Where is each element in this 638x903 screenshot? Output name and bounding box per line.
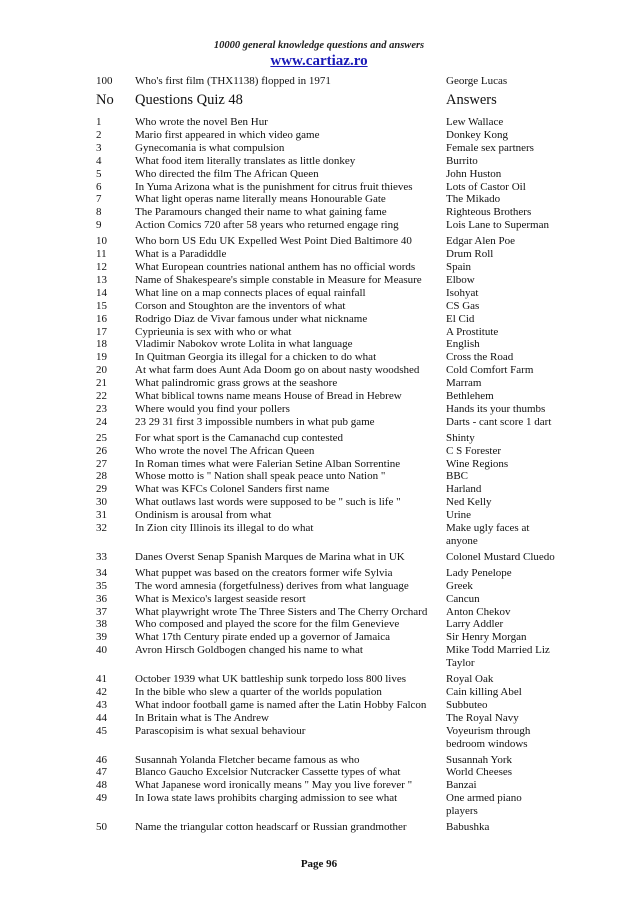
question-text: At what farm does Aunt Ada Doom go on about nasty woodshed xyxy=(135,364,420,377)
question-row xyxy=(96,403,556,416)
question-number: 6 xyxy=(96,180,102,193)
question-row xyxy=(96,261,556,274)
question-text: In Zion city Illinois its illegal to do what xyxy=(135,522,314,535)
answer-text: Subbuteo xyxy=(446,698,488,711)
question-list xyxy=(96,116,556,834)
question-number: 43 xyxy=(96,698,107,711)
answer-text: Donkey Kong xyxy=(446,128,509,141)
question-text: Who's first film (THX1138) flopped in 1971 xyxy=(135,75,331,87)
question-row xyxy=(96,313,556,326)
question-row xyxy=(96,779,556,792)
question-text: What Japanese word ironically means " May you live forever " xyxy=(135,779,413,792)
question-row xyxy=(96,712,556,725)
question-row xyxy=(96,116,556,129)
question-number: 42 xyxy=(96,685,107,698)
question-number: 39 xyxy=(96,631,107,644)
question-number: 46 xyxy=(96,753,107,766)
question-number: 28 xyxy=(96,470,107,483)
question-number: 27 xyxy=(96,457,107,470)
question-text: The word amnesia (forgetfulness) derives from what language xyxy=(135,579,409,592)
answer-text: Mike Todd Married Liz Taylor xyxy=(446,644,550,670)
question-row xyxy=(96,458,556,471)
question-text: Whose motto is " Nation shall speak peace unto Nation " xyxy=(135,470,386,483)
question-number: 11 xyxy=(96,248,107,261)
question-number: 10 xyxy=(96,235,107,248)
question-number: 23 xyxy=(96,402,107,415)
question-row xyxy=(96,181,556,194)
question-number: 44 xyxy=(96,711,107,724)
question-text: In Iowa state laws prohibits charging admission to see what xyxy=(135,792,398,805)
question-text: The Paramours changed their name to what gaining fame xyxy=(135,206,387,219)
question-text: Who wrote the novel Ben Hur xyxy=(135,116,268,128)
answer-text: The Mikado xyxy=(446,193,501,206)
answer-text: Royal Oak xyxy=(446,673,494,686)
question-text: What 17th Century pirate ended up a governor of Jamaica xyxy=(135,631,391,644)
question-text: Danes Overst Senap Spanish Marques de Marina what in UK xyxy=(135,550,405,563)
question-row xyxy=(96,522,556,548)
answer-text: George Lucas xyxy=(446,75,508,87)
question-number: 12 xyxy=(96,260,107,273)
answer-text: Bethlehem xyxy=(446,390,494,403)
question-text: 23 29 31 first 3 impossible numbers in what pub game xyxy=(135,415,375,428)
page-number: Page 96 xyxy=(300,858,338,870)
question-row xyxy=(96,377,556,390)
question-row xyxy=(96,470,556,483)
question-number: 35 xyxy=(96,579,107,592)
question-number: 41 xyxy=(96,673,107,686)
question-number: 16 xyxy=(96,312,107,325)
answer-text: Ned Kelly xyxy=(446,496,492,509)
question-text: What biblical towns name means House of Bread in Hebrew xyxy=(135,390,402,403)
answer-text: Edgar Alen Poe xyxy=(446,235,516,248)
document-subtitle: 10000 general knowledge questions and answers xyxy=(213,40,425,51)
answer-text: One armed piano players xyxy=(446,792,522,818)
question-row xyxy=(96,219,556,232)
answer-text: The Royal Navy xyxy=(446,711,519,724)
question-number: 3 xyxy=(96,141,102,154)
question-number: 48 xyxy=(96,779,107,792)
answer-text: Colonel Mustard Cluedo xyxy=(446,550,555,563)
answer-text: Lois Lane to Superman xyxy=(446,219,549,232)
question-text: October 1939 what UK battleship sunk torpedo loss 800 lives xyxy=(135,673,406,686)
question-row xyxy=(96,193,556,206)
question-text: What food item literally translates as little donkey xyxy=(135,154,356,167)
question-text: What indoor football game is named after the Latin Hobby Falcon xyxy=(135,698,427,711)
question-text: What palindromic grass grows at the seashore xyxy=(135,377,338,390)
question-row xyxy=(96,821,556,834)
question-row xyxy=(96,326,556,339)
quiz-title: Questions Quiz 48 xyxy=(135,92,243,108)
question-number: 4 xyxy=(96,154,102,167)
answer-text: Spain xyxy=(446,260,472,273)
question-number: 40 xyxy=(96,644,107,657)
question-text: Mario first appeared in which video game xyxy=(135,128,320,141)
question-number: 15 xyxy=(96,299,107,312)
question-text: Blanco Gaucho Excelsior Nutcracker Cassette types of what xyxy=(135,766,401,779)
question-text: What is a Paradiddle xyxy=(135,248,227,261)
question-row xyxy=(96,754,556,767)
question-row xyxy=(96,155,556,168)
answer-text: Isohyat xyxy=(446,286,479,299)
question-number: 17 xyxy=(96,325,107,338)
question-text: Name of Shakespeare's simple constable in Measure for Measure xyxy=(135,273,422,286)
question-text: Gynecomania is what compulsion xyxy=(135,141,285,154)
question-text: Ondinism is arousal from what xyxy=(135,509,272,522)
question-number: 19 xyxy=(96,351,107,364)
question-number: 37 xyxy=(96,605,107,618)
answer-text: A Prostitute xyxy=(446,325,499,338)
question-row xyxy=(96,274,556,287)
question-number: 33 xyxy=(96,550,107,563)
question-number: 29 xyxy=(96,483,107,496)
question-row xyxy=(96,390,556,403)
answer-text: Shinty xyxy=(446,431,475,444)
question-number: 13 xyxy=(96,273,107,286)
question-text: In Roman times what were Falerian Setine Alban Sorrentine xyxy=(135,457,401,470)
question-text: What outlaws last words were supposed to be " such is life " xyxy=(135,496,401,509)
question-number: 14 xyxy=(96,286,107,299)
question-text: Cyprieunia is sex with who or what xyxy=(135,325,292,338)
question-number: 31 xyxy=(96,509,107,522)
answer-text: Burrito xyxy=(446,154,478,167)
answer-text: Wine Regions xyxy=(446,457,509,470)
number-column-heading: No xyxy=(96,92,114,108)
question-row xyxy=(96,206,556,219)
answer-text: Cross the Road xyxy=(446,351,514,364)
answer-text: CS Gas xyxy=(446,299,480,312)
question-row xyxy=(96,168,556,181)
question-text: Name the triangular cotton headscarf or Russian grandmother xyxy=(135,821,407,834)
question-row xyxy=(96,142,556,155)
answer-text: Righteous Brothers xyxy=(446,206,532,219)
question-row xyxy=(96,287,556,300)
question-number: 30 xyxy=(96,496,107,509)
question-number: 2 xyxy=(96,128,102,141)
answer-text: Larry Addler xyxy=(446,618,504,631)
answer-text: John Huston xyxy=(446,167,502,180)
question-text: For what sport is the Camanachd cup contested xyxy=(135,431,344,444)
question-text: Action Comics 720 after 58 years who returned engage ring xyxy=(135,219,399,232)
question-text: Susannah Yolanda Fletcher became famous as who xyxy=(135,753,360,766)
question-number: 5 xyxy=(96,167,102,180)
question-row xyxy=(96,673,556,686)
answer-text: Greek xyxy=(446,579,473,592)
question-row xyxy=(96,129,556,142)
question-row xyxy=(96,580,556,593)
answer-text: Elbow xyxy=(446,273,475,286)
answer-text: Lew Wallace xyxy=(446,116,504,128)
question-row xyxy=(96,567,556,580)
question-number: 1 xyxy=(96,116,102,128)
answer-text: Darts - cant score 1 dart xyxy=(446,415,552,428)
question-number: 25 xyxy=(96,431,107,444)
question-text: What light operas name literally means Honourable Gate xyxy=(135,193,386,206)
answer-text: Cain killing Abel xyxy=(446,685,522,698)
question-row xyxy=(96,551,556,564)
question-row xyxy=(96,496,556,509)
question-row xyxy=(96,300,556,313)
answer-text: English xyxy=(446,338,480,351)
question-row xyxy=(96,766,556,779)
question-row xyxy=(96,445,556,458)
question-row xyxy=(96,235,556,248)
answer-text: Susannah York xyxy=(446,753,513,766)
question-number: 47 xyxy=(96,766,107,779)
question-number: 8 xyxy=(96,206,102,219)
previous-question-row xyxy=(96,75,556,88)
question-text: What puppet was based on the creators former wife Sylvia xyxy=(135,566,393,579)
answer-text: Banzai xyxy=(446,779,477,792)
answer-text: Lady Penelope xyxy=(446,566,512,579)
question-number: 49 xyxy=(96,792,107,805)
answer-text: Female sex partners xyxy=(446,141,534,154)
question-row xyxy=(96,483,556,496)
question-row xyxy=(96,248,556,261)
question-row xyxy=(96,509,556,522)
question-number: 32 xyxy=(96,522,107,535)
answer-text: Hands its your thumbs xyxy=(446,402,546,415)
question-text: Avron Hirsch Goldbogen changed his name to what xyxy=(135,644,363,657)
question-text: In Quitman Georgia its illegal for a chicken to do what xyxy=(135,351,377,364)
question-number: 21 xyxy=(96,377,107,390)
question-row xyxy=(96,416,556,429)
answer-text: Cold Comfort Farm xyxy=(446,364,534,377)
question-text: Who wrote the novel The African Queen xyxy=(135,444,315,457)
question-number: 100 xyxy=(96,75,113,87)
question-text: Vladimir Nabokov wrote Lolita in what language xyxy=(135,338,353,351)
answer-text: Harland xyxy=(446,483,482,496)
answer-text: El Cid xyxy=(446,312,475,325)
question-text: Parascopisim is what sexual behaviour xyxy=(135,724,306,737)
answer-text: Urine xyxy=(446,509,472,522)
question-number: 7 xyxy=(96,193,102,206)
site-url-link[interactable]: www.cartiaz.ro xyxy=(270,53,368,69)
question-text: What European countries national anthem has no official words xyxy=(135,260,416,273)
answers-column-heading: Answers xyxy=(446,92,497,108)
question-text: What is Mexico's largest seaside resort xyxy=(135,592,306,605)
answer-text: Sir Henry Morgan xyxy=(446,631,527,644)
question-row xyxy=(96,432,556,445)
question-text: Rodrigo Diaz de Vivar famous under what nickname xyxy=(135,312,368,325)
question-row xyxy=(96,338,556,351)
question-number: 50 xyxy=(96,821,107,834)
question-text: What line on a map connects places of equal rainfall xyxy=(135,286,366,299)
answer-text: C S Forester xyxy=(446,444,501,457)
answer-text: World Cheeses xyxy=(446,766,513,779)
question-number: 36 xyxy=(96,592,107,605)
question-number: 20 xyxy=(96,364,107,377)
quiz-header xyxy=(96,92,556,109)
answer-text: Cancun xyxy=(446,592,480,605)
answer-text: BBC xyxy=(446,470,469,483)
question-text: Who born US Edu UK Expelled West Point Died Baltimore 40 xyxy=(135,235,412,248)
question-text: What was KFCs Colonel Sanders first name xyxy=(135,483,330,496)
question-text: In Britain what is The Andrew xyxy=(135,711,269,724)
question-number: 9 xyxy=(96,219,102,232)
question-row xyxy=(96,606,556,619)
answer-text: Anton Chekov xyxy=(446,605,511,618)
question-row xyxy=(96,725,556,751)
question-row xyxy=(96,593,556,606)
answer-text: Lots of Castor Oil xyxy=(446,180,526,193)
question-row xyxy=(96,364,556,377)
question-text: Who composed and played the score for the film Genevieve xyxy=(135,618,400,631)
question-row xyxy=(96,618,556,631)
question-row xyxy=(96,686,556,699)
answer-text: Make ugly faces at anyone xyxy=(446,522,530,547)
question-row xyxy=(96,792,556,818)
question-text: Where would you find your pollers xyxy=(135,402,290,415)
question-text: In the bible who slew a quarter of the worlds population xyxy=(135,685,382,698)
answer-text: Voyeurism through bedroom windows xyxy=(446,724,531,750)
question-row xyxy=(96,644,556,670)
question-row xyxy=(96,631,556,644)
question-number: 38 xyxy=(96,618,107,631)
question-text: Corson and Stoughton are the inventors of what xyxy=(135,299,346,312)
question-number: 24 xyxy=(96,415,107,428)
answer-text: Marram xyxy=(446,377,482,390)
answer-text: Babushka xyxy=(446,821,490,834)
question-row xyxy=(96,699,556,712)
question-number: 18 xyxy=(96,338,107,351)
answer-text: Drum Roll xyxy=(446,248,494,261)
question-number: 26 xyxy=(96,444,107,457)
question-number: 34 xyxy=(96,566,107,579)
question-number: 22 xyxy=(96,390,107,403)
question-row xyxy=(96,351,556,364)
question-text: What playwright wrote The Three Sisters and The Cherry Orchard xyxy=(135,605,428,618)
question-text: Who directed the film The African Queen xyxy=(135,167,319,180)
question-text: In Yuma Arizona what is the punishment for citrus fruit thieves xyxy=(135,180,413,193)
question-number: 45 xyxy=(96,724,107,737)
